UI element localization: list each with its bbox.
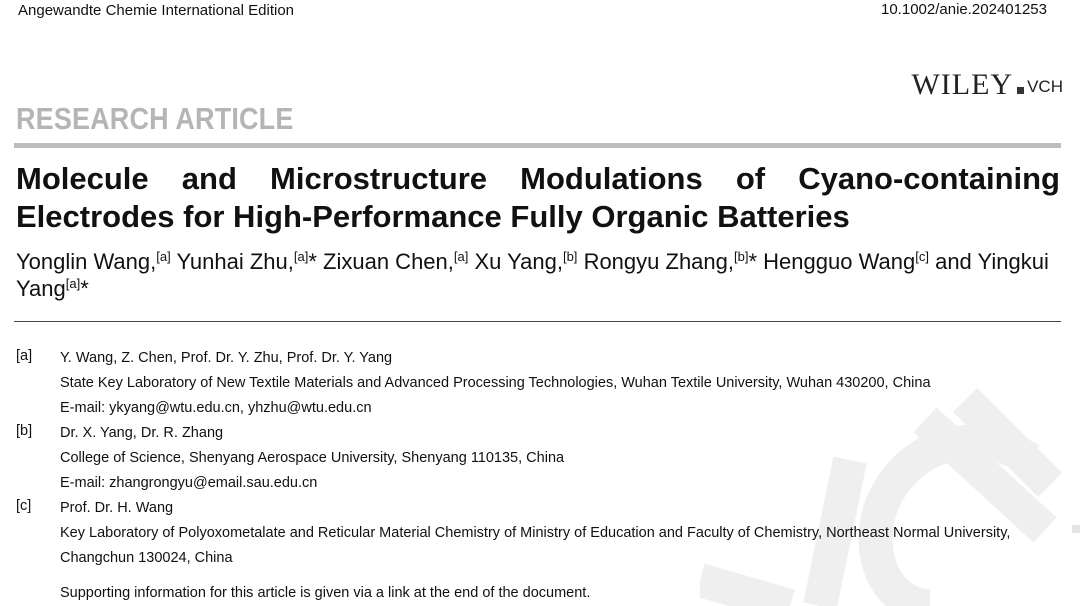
author-name: Xu Yang, (474, 249, 563, 274)
header-divider (14, 143, 1061, 148)
logo-sub-text: VCH (1027, 77, 1063, 96)
author-name: Yingkui Yang (16, 249, 1049, 301)
author-affiliation-mark: [b] (562, 249, 578, 264)
author-separator: * (748, 249, 764, 274)
affiliation-line: E-mail: zhangrongyu@email.sau.edu.cn (60, 475, 318, 491)
article-type-heading: RESEARCH ARTICLE (16, 101, 294, 136)
affiliation-block (16, 423, 1066, 498)
author-name: Hengguo Wang (763, 249, 916, 274)
affiliation-line: Y. Wang, Z. Chen, Prof. Dr. Y. Zhu, Prof. Dr. Y. Yang (60, 350, 393, 366)
author-name: Rongyu Zhang, (583, 249, 734, 274)
author-separator: and (928, 249, 978, 274)
author-item (16, 249, 176, 274)
affiliation-block (16, 348, 1066, 423)
affiliation-line: Prof. Dr. H. Wang (60, 500, 174, 516)
author-item (176, 249, 323, 274)
author-affiliation-mark: [a] (65, 276, 81, 291)
author-affiliation-mark: [b] (734, 249, 749, 264)
author-name: Yunhai Zhu, (176, 249, 294, 274)
section-divider (14, 321, 1061, 322)
affiliation-line: Changchun 130024, China (60, 550, 233, 566)
affiliation-tag: [a] (16, 348, 33, 364)
affiliation-tag: [b] (16, 423, 33, 439)
doi-text: 10.1002/anie.202401253 (881, 1, 1047, 18)
author-affiliation-mark: [c] (915, 249, 929, 264)
affiliation-block (16, 498, 1066, 573)
author-affiliation-mark: [a] (453, 249, 469, 264)
logo-main-text: WILEY (911, 68, 1014, 101)
affiliation-list (16, 348, 1066, 573)
author-list (16, 248, 1060, 302)
author-separator: * (80, 276, 89, 301)
author-item (323, 249, 474, 274)
author-name: Zixuan Chen, (323, 249, 454, 274)
publisher-logo (911, 70, 1063, 100)
author-affiliation-mark: [a] (156, 249, 171, 264)
journal-name: Angewandte Chemie International Edition (18, 2, 295, 19)
author-item (474, 249, 583, 274)
affiliation-tag: [c] (16, 498, 32, 514)
author-affiliation-mark: [a] (293, 249, 309, 264)
logo-dot-icon (1017, 87, 1024, 94)
author-separator: * (308, 249, 324, 274)
supporting-info-note: Supporting information for this article is given via a link at the end of the document. (60, 585, 591, 601)
author-name: Yonglin Wang, (16, 249, 157, 274)
affiliation-line: College of Science, Shenyang Aerospace University, Shenyang 110135, China (60, 450, 565, 466)
article-title: Molecule and Microstructure Modulations of Cyano-containing Electrodes for High-Performance Fully Organic Batteries (16, 161, 1060, 234)
affiliation-line: E-mail: ykyang@wtu.edu.cn, yhzhu@wtu.edu.cn (60, 400, 372, 416)
affiliation-line: State Key Laboratory of New Textile Materials and Advanced Processing Technologies, Wuhan Textile University, Wuhan 430200, China (60, 375, 931, 391)
author-item (584, 249, 764, 274)
affiliation-line: Key Laboratory of Polyoxometalate and Reticular Material Chemistry of Ministry of Education and Faculty of Chemistry, Northeast Normal University, (60, 525, 1011, 541)
affiliation-line: Dr. X. Yang, Dr. R. Zhang (60, 425, 224, 441)
author-item (763, 249, 977, 274)
